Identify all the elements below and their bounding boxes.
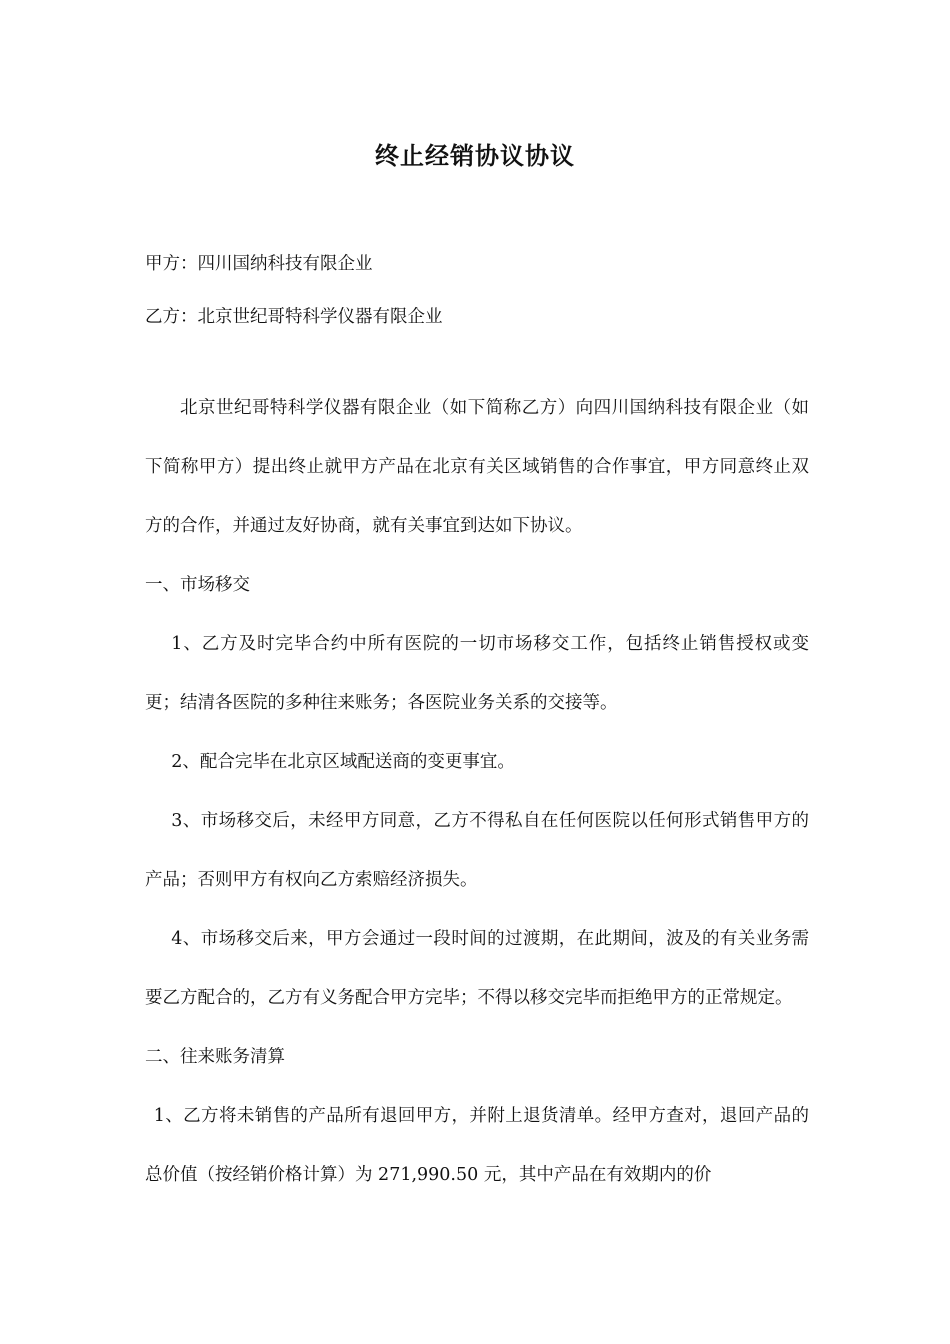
intro-paragraph: 北京世纪哥特科学仪器有限企业（如下简称乙方）向四川国纳科技有限企业（如下简称甲方）提出终止就甲方产品在北京有关区域销售的合作事宜，甲方同意终止双方的合作，并通过友好协商，就有关事宜到达如下协议。 [145, 398, 809, 536]
section-heading-account-settlement: 二、往来账务清算 [145, 1047, 285, 1067]
party-b-line: 乙方：北京世纪哥特科学仪器有限企业 [145, 307, 443, 327]
clause-2-1: 1、乙方将未销售的产品所有退回甲方，并附上退货清单。经甲方查对，退回产品的总价值（按经销价格计算）为 271,990.50 元，其中产品在有效期内的价 [145, 1106, 809, 1185]
section-heading-market-transfer: 一、市场移交 [145, 575, 250, 595]
clause-1-4: 4、市场移交后来，甲方会通过一段时间的过渡期，在此期间，波及的有关业务需要乙方配合的，乙方有义务配合甲方完毕；不得以移交完毕而拒绝甲方的正常规定。 [145, 929, 809, 1008]
clause-1-3: 3、市场移交后，未经甲方同意，乙方不得私自在任何医院以任何形式销售甲方的产品；否则甲方有权向乙方索赔经济损失。 [145, 811, 809, 890]
party-a-line: 甲方：四川国纳科技有限企业 [145, 254, 373, 274]
clause-1-1: 1、乙方及时完毕合约中所有医院的一切市场移交工作，包括终止销售授权或变更；结清各医院的多种往来账务；各医院业务关系的交接等。 [145, 634, 809, 713]
agreement-body [145, 379, 809, 1205]
clause-1-2: 2、配合完毕在北京区域配送商的变更事宜。 [171, 752, 515, 772]
document-title: 终止经销协议协议 [375, 141, 575, 170]
